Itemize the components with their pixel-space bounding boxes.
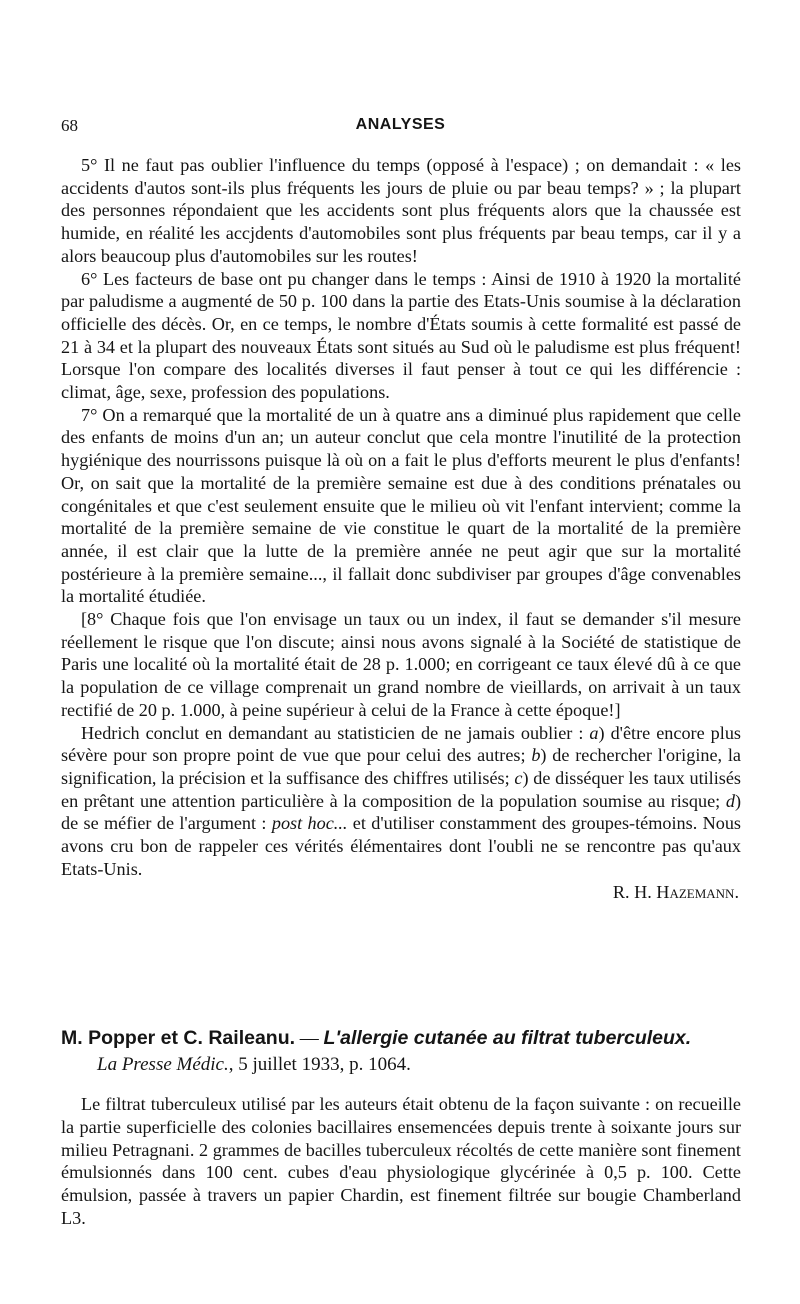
conclusion-text-2: ) d'être encore plus sévère pour son propre point de vue que pour celui des autres; [61,722,741,766]
running-header [61,116,740,140]
marker-d: d [725,790,735,811]
page-number: 68 [61,116,78,135]
conclusion-text-5: ) de se méfier de l'argument : [61,790,741,834]
paragraph-7: 7° On a remarqué que la mortalité de un à quatre ans a diminué plus rapidement que celle des enfants de moins d'un an; un auteur conclut que cela montre l'inutilité de la protection hygiénique des nourrissons puisque là où on a fait le plus d'efforts meurent le plus d'enfants! Or, on sait que la mortalité de la première semaine est due à des conditions prénatales ou congénitales et que c'est seulement ensuite que le milieu où vit l'enfant intervient; comme la mortalité de la première semaine de vie constitue le quart de la mortalité de la première année, il est clair que la lutte de la première année ne peut agir que sur la mortalité postérieure à la première semaine..., il fallait donc subdiviser par groupes d'âge convenables la mortalité étudiée. [61,404,741,607]
signature-line [61,881,741,904]
conclusion-text-1: Hedrich conclut en demandant au statisticien de ne jamais oublier : [81,722,590,743]
conclusion-text-4: ) de disséquer les taux utilisés en prêtant une attention particulière à la composition de la population soumise au risque; [61,767,742,811]
marker-b: b [531,745,541,766]
paragraph-6: 6° Les facteurs de base ont pu changer dans le temps : Ainsi de 1910 à 1920 la mortalité par paludisme a augmenté de 50 p. 100 dans la partie des Etats-Unis soumise à la déclaration officielle des décès. Or, en ce temps, le nombre d'États soumis à cette formalité est passé de 21 à 34 et la plupart des nouveaux États sont situés au Sud où le paludisme est plus fréquent! Lorsque l'on compare des localités diverses il faut penser à tout ce qui les différencie : climat, âge, sexe, profession des populations. [61,268,741,403]
journal-name: La Presse Médic. [97,1054,229,1075]
article-title: L'allergie cutanée au filtrat tuberculeux. [323,1027,692,1049]
analysis-body [61,154,741,903]
conclusion-text-3: ) de rechercher l'origine, la signification, la précision et la suffisance des chiffres utilisés; [61,745,741,788]
heading-dash: — [295,1028,324,1049]
conclusion-paragraph [61,722,741,881]
article-abstract [61,1093,741,1230]
marker-c: c [514,767,523,788]
author-signature: R. H. Hazemann. [612,881,739,902]
article-authors: M. Popper et C. Raileanu. [61,1027,296,1049]
conclusion-text-6: et d'utiliser constamment des groupes-témoins. Nous avons cru bon de rappeler ces vérités élémentaires dont l'oubli ne se rencontre pas qu'aux Etats-Unis. [61,813,741,879]
post-hoc-phrase: post hoc... [271,813,348,834]
marker-a: a [589,722,599,743]
article-heading [61,1025,741,1078]
publication-date: , 5 juillet 1933, p. 1064. [228,1054,411,1075]
paragraph-5: 5° Il ne faut pas oublier l'influence du temps (opposé à l'espace) ; on demandait : « les accidents d'autos sont-ils plus fréquents les jours de pluie ou par beau temps? » ; la plupart des personnes répondaient que les accidents sont plus fréquents alors que la chaussée est humide, en réalité les accjdents d'automobiles sont plus fréquents par beau temps, car il y a alors beaucoup plus d'automobiles sur les routes! [61,155,741,266]
paragraph-8: [8° Chaque fois que l'on envisage un taux ou un index, il faut se demander s'il mesure réellement le risque que l'on discute; ainsi nous avons signalé à la Société de statistique de Paris une localité où la mortalité était de 28 p. 1.000; en corrigeant ce taux élevé dû à ce que la population de ce village comprenait un grand nombre de vieillards, on arrivait à un taux rectifié de 20 p. 1.000, à peine supérieur à celui de la France à cette époque!] [61,609,741,720]
running-title: ANALYSES [355,116,446,133]
article-source [61,1052,741,1078]
abstract-paragraph: Le filtrat tuberculeux utilisé par les auteurs était obtenu de la façon suivante : on recueille la partie superficielle des colonies bacillaires ensemencées depuis trente à soixante jours sur milieu Petragnani. 2 grammes de bacilles tuberculeux récoltés de cette manière sont finement émulsionnés dans 100 cent. cubes d'eau physiologique glycérinée à 0,5 p. 100. Cette émulsion, passée à travers un papier Chardin, est finement filtrée sur bougie Chamberland L3. [61,1094,741,1228]
